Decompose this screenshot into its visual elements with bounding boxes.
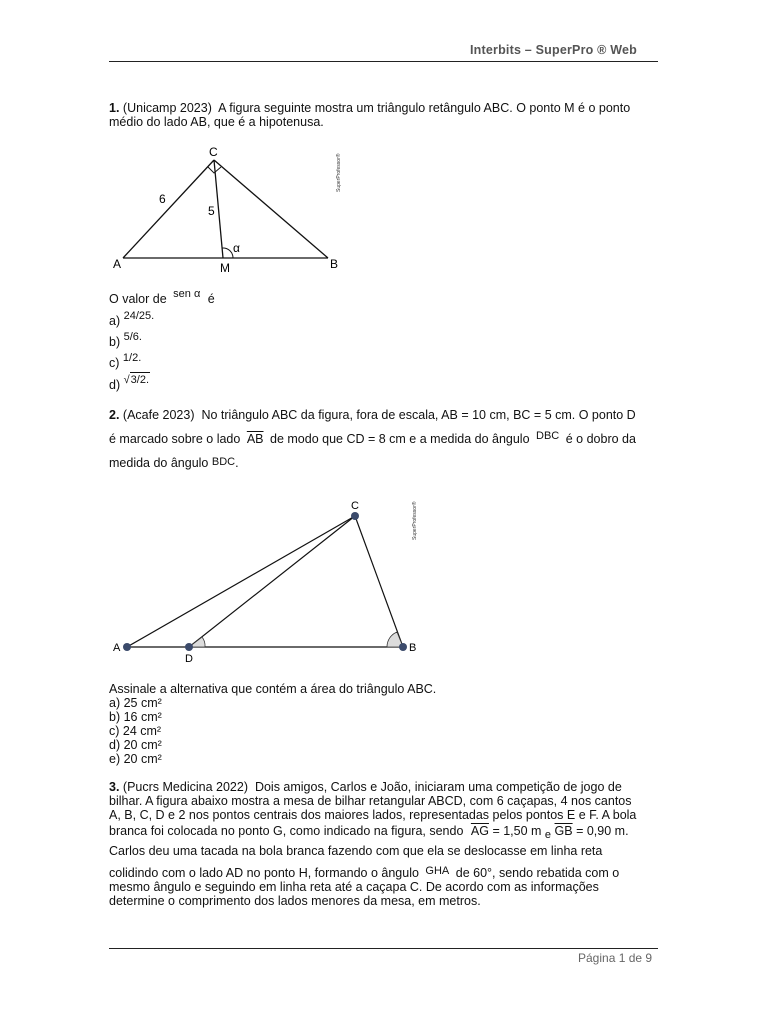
q1-watermark: SuperProfessor® [336,153,342,192]
q2-text-line2b: de modo que CD = 8 cm e a medida do ângulo [270,432,530,446]
q2-point-a [123,643,131,651]
q1-option-c [109,352,142,371]
q2-label-d: D [185,653,193,665]
footer-rule [109,948,658,949]
q2-text-line1: No triângulo ABC da figura, fora de escala, AB = 10 cm, BC = 5 cm. O ponto D [201,408,636,422]
q2-text-line2c: é o dobro da [565,432,636,446]
q3-text-line7: mesmo ângulo e seguindo em linha reta até a caçapa C. De acordo com as informações [109,880,599,894]
q1-option-d: d) √3/2. [109,374,150,392]
q3-segment-ag: $\overline{AG}$ [470,824,489,838]
q3-line4 [109,824,629,839]
q3-line1 [109,780,622,794]
q3-text-line5: Carlos deu uma tacada na bola branca fazendo com que ela se deslocasse em linha reta [109,844,603,858]
q3-text-line8: determine o comprimento dos lados menores da mesa, em metros. [109,894,481,908]
q1-label-a: A [113,257,122,271]
q1-option-a-value: 24/25. [123,310,155,322]
page-header-title: Interbits – SuperPro ® Web [470,43,637,57]
q2-text-line3b: . [235,456,239,470]
q1-triangle-figure [105,140,355,280]
q1-prompt-text: O valor de [109,292,167,306]
q2-angle-dbc: DBC [536,430,560,442]
q3-text-line4: branca foi colocada no ponto G, como indicado na figura, sendo [109,824,464,838]
q1-prompt-end: é [207,292,215,306]
q1-expr: sen α [173,288,201,300]
page-number: Página 1 de 9 [578,951,653,965]
q2-line3 [109,456,239,471]
q1-option-a-letter: a) [109,314,121,328]
q2-angle-bdc: BDC [211,456,236,468]
q3-text-line1: Dois amigos, Carlos e João, iniciaram uma competição de jogo de [254,780,622,794]
q1-prompt [109,288,215,307]
q1-alpha-arc [222,248,233,258]
q3-source: (Pucrs Medicina 2022) [122,780,248,794]
q2-text-line3a: medida do ângulo [109,456,209,470]
q3-conjunction: e [544,829,552,841]
q1-option-b [109,331,142,350]
q2-label-c: C [351,500,359,512]
q1-label-c: C [209,145,218,159]
q1-label-b: B [330,257,339,271]
q1-label-alpha: α [233,241,240,255]
q3-value-ag: = 1,50 m [492,824,542,838]
q1-line1 [109,101,630,115]
q1-option-a [109,310,155,329]
q2-point-b [399,643,407,651]
q1-source: (Unicamp 2023) [122,101,212,115]
q2-label-a: A [113,642,121,654]
q2-option-b: b) 16 cm² [109,710,162,724]
q2-option-e: e) 20 cm² [109,752,162,766]
q2-line1 [109,408,636,422]
q2-option-a: a) 25 cm² [109,696,162,710]
q1-option-d-value: 3/2. [130,374,150,386]
q2-watermark: SuperProfessor® [412,501,418,540]
q3-text-line6a: colidindo com o lado AD no ponto H, formando o ângulo [109,866,419,880]
q3-angle-gha: GHA [425,865,450,877]
q3-segment-gb: $\overline{GB}$ [554,824,573,838]
q2-point-c [351,512,359,520]
q2-option-d: d) 20 cm² [109,738,162,752]
q2-source: (Acafe 2023) [122,408,195,422]
q1-side-ac [123,160,214,258]
q1-option-c-value: 1/2. [122,352,142,364]
q2-prompt: Assinale a alternativa que contém a área do triângulo ABC. [109,682,437,696]
q2-triangle-figure [105,495,425,667]
q2-segment-ab: $\overline{AB}$ [246,432,264,446]
q2-option-c: c) 24 cm² [109,724,162,738]
header-rule [109,61,658,62]
q1-text-line1: A figura seguinte mostra um triângulo retângulo ABC. O ponto M é o ponto [218,101,631,115]
q1-option-c-letter: c) [109,356,120,370]
q1-option-d-letter: d) [109,378,121,392]
q3-text-line3: A, B, C, D e 2 nos pontos centrais dos maiores lados, representadas pelos pontos E e F. A bola [109,808,637,822]
q2-side-cb [355,516,403,647]
q3-text-line6b: de 60°, sendo rebatida com o [455,866,620,880]
q2-number: 2. [109,408,120,422]
q2-label-b: B [409,642,417,654]
q1-option-b-letter: b) [109,335,121,349]
q1-label-side5: 5 [208,204,215,218]
q2-segment-cd [189,516,355,647]
q1-label-m: M [220,261,230,275]
q1-label-side6: 6 [159,192,166,206]
q3-text-line2: bilhar. A figura abaixo mostra a mesa de bilhar retangular ABCD, com 6 caçapas, 4 nos cantos [109,794,632,808]
q2-point-d [185,643,193,651]
q1-number: 1. [109,101,120,115]
q3-line6 [109,866,619,881]
q3-number: 3. [109,780,120,794]
q1-median-cm [214,160,223,258]
q3-value-gb: = 0,90 m. [576,824,629,838]
q2-side-ac [127,516,355,647]
q1-option-b-value: 5/6. [123,331,142,343]
q1-side-cb [214,160,328,258]
q2-text-line2a: é marcado sobre o lado [109,432,241,446]
q1-text-line2: médio do lado AB, que é a hipotenusa. [109,115,324,129]
q2-line2 [109,432,636,447]
